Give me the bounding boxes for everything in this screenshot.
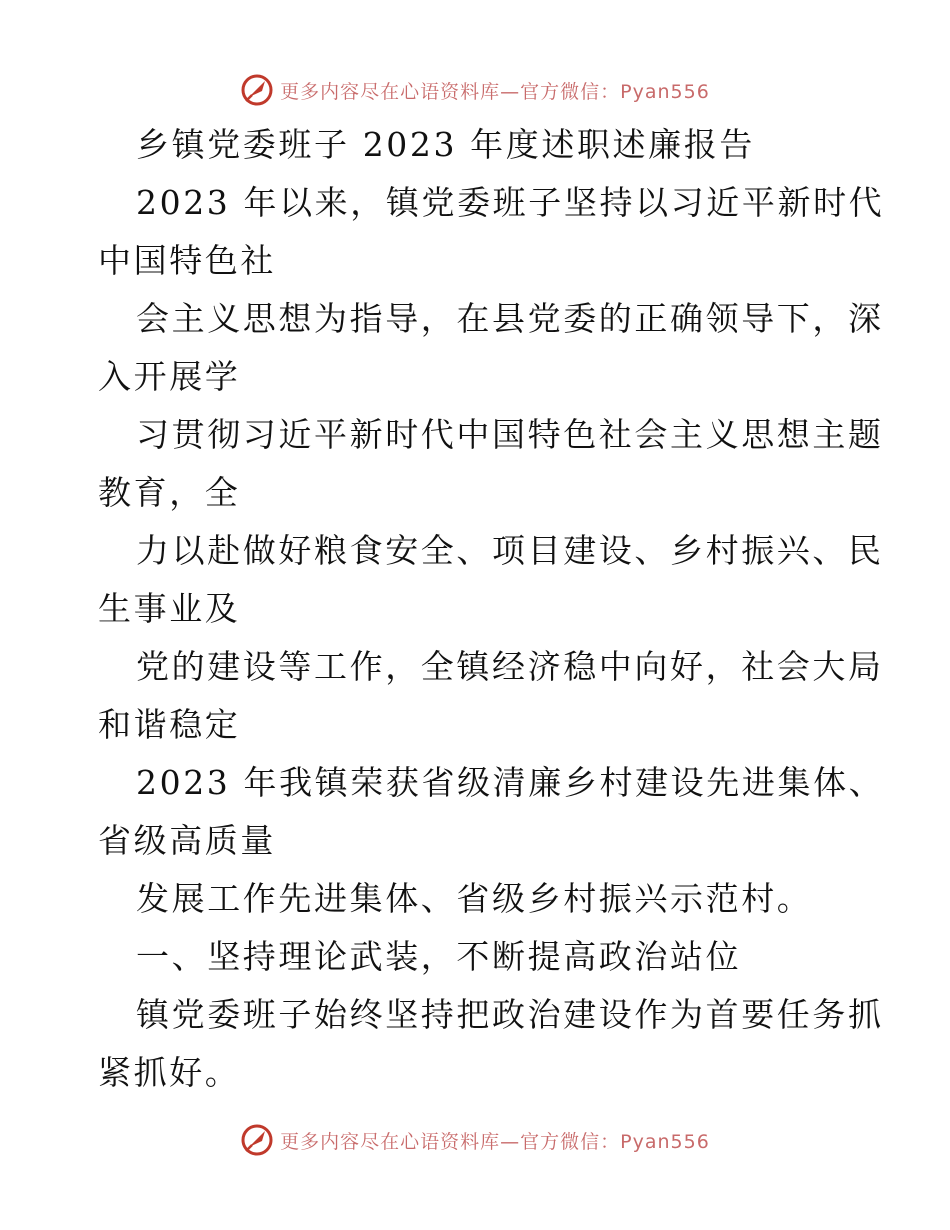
paragraph-line: 习贯彻习近平新时代中国特色社会主义思想主题 xyxy=(136,415,884,454)
watermark-text: 更多内容尽在心语资料库—官方微信：Pyan556 xyxy=(280,1130,710,1153)
document-body xyxy=(98,116,885,1102)
paragraph-line: 教育，全 xyxy=(98,473,241,512)
paragraph-line: 生事业及 xyxy=(98,589,241,628)
paragraph-line: 和谐稳定 xyxy=(98,705,241,744)
paragraph-line: 力以赴做好粮食安全、项目建设、乡村振兴、民 xyxy=(136,531,884,570)
paragraph-line: 中国特色社 xyxy=(98,241,276,280)
paragraph-line: 2023 年我镇荣获省级清廉乡村建设先进集体、 xyxy=(136,763,885,802)
paragraph-line: 会主义思想为指导，在县党委的正确领导下，深 xyxy=(136,299,884,338)
feather-pen-circle-icon xyxy=(240,1123,274,1157)
section-heading: 一、坚持理论武装，不断提高政治站位 xyxy=(136,937,742,976)
paragraph-line: 省级高质量 xyxy=(98,821,276,860)
document-title: 乡镇党委班子 2023 年度述职述廉报告 xyxy=(136,125,755,164)
paragraph-line: 紧抓好。 xyxy=(98,1053,241,1092)
watermark-footer xyxy=(0,1120,950,1160)
paragraph-line: 2023 年以来，镇党委班子坚持以习近平新时代 xyxy=(136,183,885,222)
paragraph-line: 入开展学 xyxy=(98,357,241,396)
paragraph-line: 镇党委班子始终坚持把政治建设作为首要任务抓 xyxy=(136,995,884,1034)
watermark-header xyxy=(0,70,950,110)
feather-pen-circle-icon xyxy=(240,73,274,107)
paragraph-line: 发展工作先进集体、省级乡村振兴示范村。 xyxy=(136,879,813,918)
watermark-text: 更多内容尽在心语资料库—官方微信：Pyan556 xyxy=(280,80,710,103)
paragraph-line: 党的建设等工作，全镇经济稳中向好，社会大局 xyxy=(136,647,884,686)
